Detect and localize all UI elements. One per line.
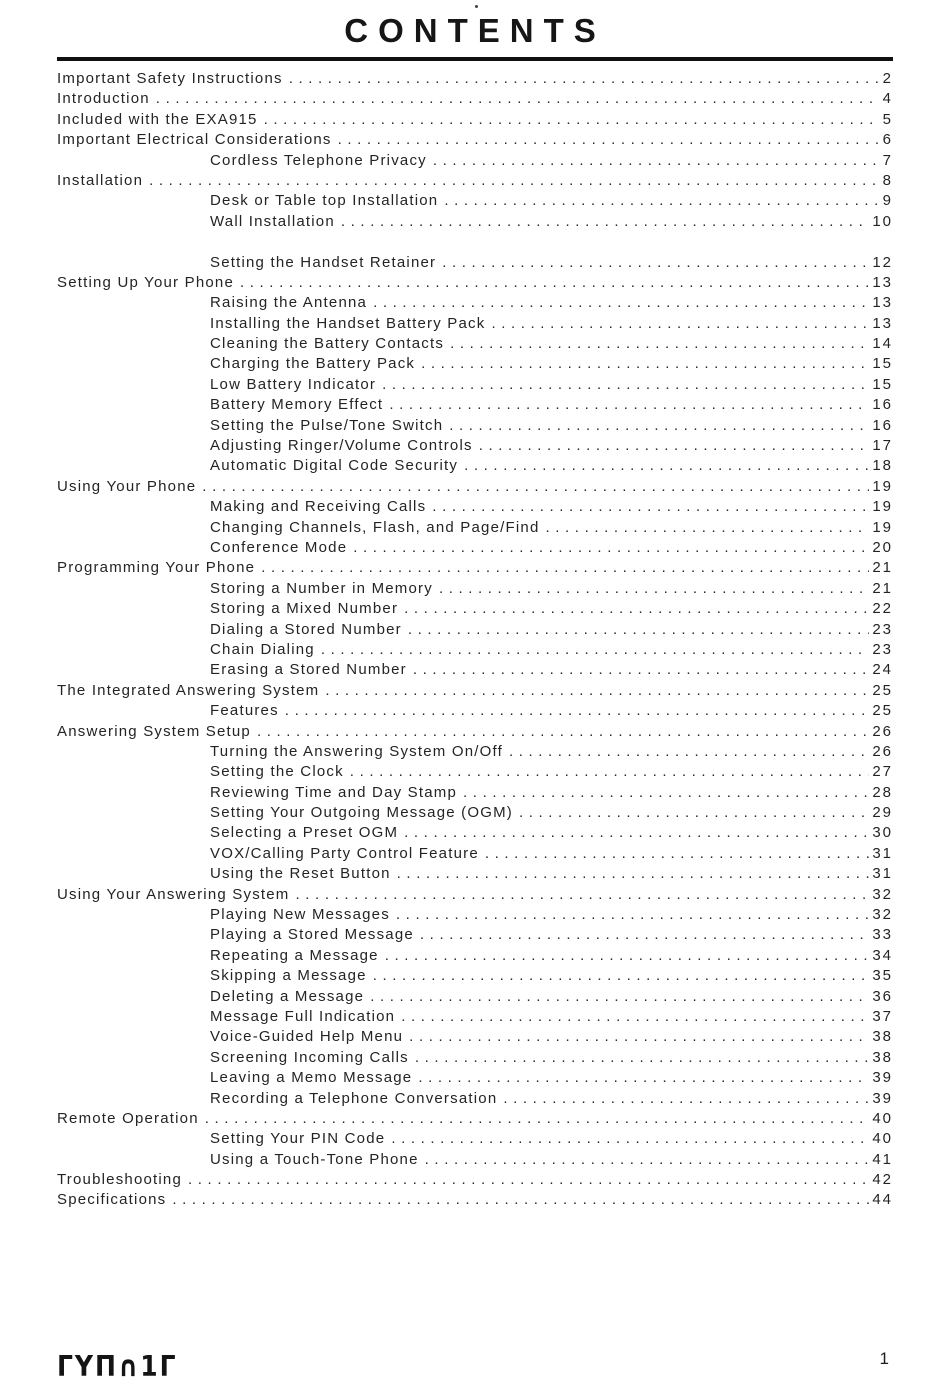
dot-leader <box>257 723 869 740</box>
toc-entry-page: 26 <box>872 722 893 740</box>
dot-leader <box>546 519 870 536</box>
toc-row <box>57 213 893 233</box>
toc-entry-page: 17 <box>872 437 893 455</box>
toc-entry-label: Setting the Clock <box>210 763 344 781</box>
toc-entry-label: Programming Your Phone <box>57 559 256 577</box>
toc-row <box>57 1130 893 1150</box>
toc-entry-label: Using the Reset Button <box>210 865 391 883</box>
toc-entry-label: The Integrated Answering System <box>57 681 320 699</box>
toc-entry-label: Reviewing Time and Day Stamp <box>210 783 458 801</box>
toc-entry-label: Voice-Guided Help Menu <box>210 1028 404 1046</box>
toc-row <box>57 437 893 457</box>
dot-leader <box>373 294 869 311</box>
dot-leader <box>188 1171 869 1188</box>
toc-row <box>57 926 893 946</box>
toc-row <box>57 539 893 559</box>
toc-entry-page: 33 <box>872 926 893 944</box>
dot-leader <box>396 906 869 923</box>
dot-leader <box>325 682 869 699</box>
toc-entry-label: Remote Operation <box>57 1109 199 1127</box>
toc-entry-label: Installing the Handset Battery Pack <box>210 314 486 332</box>
dot-leader <box>479 437 870 454</box>
toc-row <box>57 865 893 885</box>
toc-entry-page: 19 <box>872 518 893 536</box>
toc-entry-label: Leaving a Memo Message <box>210 1069 413 1087</box>
dot-leader <box>350 763 870 780</box>
dot-leader <box>464 457 869 474</box>
toc-entry-label: Using Your Answering System <box>57 885 290 903</box>
toc-row <box>57 1110 893 1130</box>
toc-entry-label: Message Full Indication <box>210 1007 396 1025</box>
toc-row <box>57 1008 893 1028</box>
toc-row <box>57 70 893 90</box>
dot-leader <box>385 947 870 964</box>
toc-entry-page: 35 <box>872 967 893 985</box>
toc-entry-page: 31 <box>872 865 893 883</box>
toc-entry-page: 8 <box>882 171 893 189</box>
dot-leader <box>450 335 869 352</box>
toc-entry-page: 41 <box>872 1150 893 1168</box>
toc-entry-page: 2 <box>882 70 893 87</box>
dot-leader <box>240 274 869 291</box>
toc-entry-label: Setting the Pulse/Tone Switch <box>210 416 444 434</box>
dot-leader <box>382 376 869 393</box>
toc-row <box>57 906 893 926</box>
dot-leader <box>421 355 869 372</box>
toc-row <box>57 498 893 518</box>
toc-row <box>57 457 893 477</box>
toc-entry-page: 12 <box>872 253 893 271</box>
toc-entry-label: Conference Mode <box>210 538 348 556</box>
toc-entry-page: 26 <box>872 742 893 760</box>
toc-entry-label: Erasing a Stored Number <box>210 661 407 679</box>
toc-entry-label: Battery Memory Effect <box>210 396 384 414</box>
toc-entry-label: VOX/Calling Party Control Feature <box>210 844 479 862</box>
dot-leader <box>373 967 870 984</box>
dot-leader <box>415 1049 869 1066</box>
toc-entry-label: Screening Incoming Calls <box>210 1048 409 1066</box>
toc-row <box>57 682 893 702</box>
toc-entry-page: 15 <box>872 355 893 373</box>
dot-leader <box>341 213 869 230</box>
toc-entry-label: Cordless Telephone Privacy <box>210 151 427 169</box>
toc-row <box>57 417 893 437</box>
dot-leader <box>509 743 869 760</box>
dot-leader <box>425 1151 870 1168</box>
page-footer <box>57 1349 893 1383</box>
toc-list <box>57 70 893 1212</box>
scan-artifact-dot <box>475 5 478 8</box>
toc-entry-label: Installation <box>57 171 144 189</box>
toc-entry-page: 14 <box>872 335 893 353</box>
toc-entry-page: 15 <box>872 375 893 393</box>
toc-row <box>57 723 893 743</box>
title-rule <box>57 57 893 61</box>
toc-row <box>57 600 893 620</box>
toc-row <box>57 763 893 783</box>
toc-row <box>57 294 893 314</box>
dot-leader <box>149 172 880 189</box>
toc-entry-label: Playing New Messages <box>210 906 390 924</box>
toc-entry-label: Specifications <box>57 1191 167 1209</box>
toc-entry-page: 16 <box>872 416 893 434</box>
toc-entry-label: Selecting a Preset OGM <box>210 824 399 842</box>
toc-entry-label: Raising the Antenna <box>210 294 368 312</box>
dot-leader <box>389 396 869 413</box>
toc-entry-label: Adjusting Ringer/Volume Controls <box>210 437 473 455</box>
toc-row <box>57 641 893 661</box>
toc-entry-page: 4 <box>882 90 893 108</box>
dot-leader <box>432 498 869 515</box>
toc-entry-label: Using a Touch-Tone Phone <box>210 1150 419 1168</box>
toc-entry-label: Automatic Digital Code Security <box>210 457 459 475</box>
toc-entry-label: Important Safety Instructions <box>57 70 283 87</box>
toc-entry-page: 31 <box>872 844 893 862</box>
dot-leader <box>353 539 869 556</box>
dot-leader <box>205 1110 870 1127</box>
toc-entry-page: 6 <box>882 131 893 149</box>
toc-row <box>57 315 893 335</box>
dot-leader <box>413 661 869 678</box>
toc-entry-page: 36 <box>872 987 893 1005</box>
toc-entry-label: Playing a Stored Message <box>210 926 414 944</box>
toc-row <box>57 988 893 1008</box>
toc-entry-label: Introduction <box>57 90 150 108</box>
toc-row <box>57 621 893 641</box>
toc-row <box>57 1049 893 1069</box>
dot-leader <box>418 1069 869 1086</box>
toc-row <box>57 152 893 172</box>
toc-entry-page: 32 <box>872 885 893 903</box>
toc-entry-label: Skipping a Message <box>210 967 367 985</box>
toc-row <box>57 824 893 844</box>
page-number: 1 <box>879 1349 889 1368</box>
toc-row <box>57 90 893 110</box>
dot-leader <box>420 926 869 943</box>
toc-entry-page: 40 <box>872 1130 893 1148</box>
toc-row <box>57 804 893 824</box>
toc-entry-label: Setting Your PIN Code <box>210 1130 386 1148</box>
toc-row <box>57 396 893 416</box>
toc-entry-page: 19 <box>872 498 893 516</box>
toc-entry-label: Changing Channels, Flash, and Page/Find <box>210 518 540 536</box>
toc-entry-label: Recording a Telephone Conversation <box>210 1089 498 1107</box>
toc-row <box>57 376 893 396</box>
toc-row <box>57 111 893 131</box>
dot-leader <box>296 886 870 903</box>
toc-row <box>57 1028 893 1048</box>
dot-leader <box>156 90 880 107</box>
dot-leader <box>444 192 879 209</box>
title-block <box>57 0 893 50</box>
toc-row <box>57 1191 893 1211</box>
toc-entry-label: Wall Installation <box>210 212 335 230</box>
toc-entry-label: Using Your Phone <box>57 477 197 495</box>
toc-entry-page: 44 <box>872 1191 893 1209</box>
toc-entry-label: Answering System Setup <box>57 722 251 740</box>
toc-entry-label: Troubleshooting <box>57 1171 183 1189</box>
toc-row <box>57 478 893 498</box>
toc-entry-page: 5 <box>882 110 893 128</box>
dot-leader <box>404 824 869 841</box>
toc-entry-label: Included with the EXA915 <box>57 110 258 128</box>
dot-leader <box>321 641 869 658</box>
toc-row <box>57 274 893 294</box>
toc-entry-page: 32 <box>872 906 893 924</box>
toc-entry-page: 34 <box>872 946 893 964</box>
dot-leader <box>519 804 869 821</box>
toc-entry-page: 39 <box>872 1089 893 1107</box>
toc-entry-page: 16 <box>872 396 893 414</box>
toc-entry-label: Features <box>210 702 279 720</box>
toc-entry-label: Turning the Answering System On/Off <box>210 742 503 760</box>
dot-leader <box>397 865 870 882</box>
toc-row <box>57 335 893 355</box>
toc-entry-page: 42 <box>872 1171 893 1189</box>
toc-entry-page: 19 <box>872 477 893 495</box>
toc-entry-page: 22 <box>872 600 893 618</box>
toc-row <box>57 519 893 539</box>
toc-row <box>57 1069 893 1089</box>
brand-logo: ΓΥΠ∩1Γ <box>57 1349 178 1383</box>
toc-row <box>57 254 893 274</box>
toc-entry-label: Chain Dialing <box>210 640 315 658</box>
toc-entry-page: 28 <box>872 783 893 801</box>
toc-entry-page: 25 <box>872 681 893 699</box>
toc-entry-page: 23 <box>872 620 893 638</box>
toc-row <box>57 1171 893 1191</box>
toc-entry-page: 29 <box>872 804 893 822</box>
toc-entry-label: Storing a Mixed Number <box>210 600 399 618</box>
toc-row <box>57 355 893 375</box>
toc-entry-page: 21 <box>872 559 893 577</box>
toc-entry-page: 38 <box>872 1048 893 1066</box>
dot-leader <box>409 1028 869 1045</box>
dot-leader <box>442 254 869 271</box>
toc-row <box>57 702 893 722</box>
dot-leader <box>401 1008 869 1025</box>
dot-leader <box>449 417 869 434</box>
toc-entry-page: 7 <box>882 151 893 169</box>
toc-entry-page: 13 <box>872 294 893 312</box>
toc-entry-label: Dialing a Stored Number <box>210 620 402 638</box>
toc-entry-label: Charging the Battery Pack <box>210 355 416 373</box>
toc-entry-label: Deleting a Message <box>210 987 365 1005</box>
toc-entry-page: 13 <box>872 314 893 332</box>
toc-entry-page: 39 <box>872 1069 893 1087</box>
dot-leader <box>338 131 880 148</box>
dot-leader <box>264 111 880 128</box>
toc-entry-page: 38 <box>872 1028 893 1046</box>
toc-entry-page: 27 <box>872 763 893 781</box>
dot-leader <box>370 988 869 1005</box>
toc-entry-page: 21 <box>872 579 893 597</box>
toc-entry-page: 40 <box>872 1109 893 1127</box>
toc-entry-page: 30 <box>872 824 893 842</box>
toc-entry-page: 20 <box>872 538 893 556</box>
toc-entry-label: Making and Receiving Calls <box>210 498 427 516</box>
dot-leader <box>289 70 880 87</box>
toc-entry-label: Low Battery Indicator <box>210 375 377 393</box>
toc-entry-page: 25 <box>872 702 893 720</box>
toc-entry-label: Storing a Number in Memory <box>210 579 433 597</box>
toc-entry-label: Desk or Table top Installation <box>210 192 439 210</box>
toc-row <box>57 947 893 967</box>
toc-entry-page: 13 <box>872 273 893 291</box>
toc-entry-label: Repeating a Message <box>210 946 379 964</box>
page-title: CONTENTS <box>344 12 606 49</box>
toc-row <box>57 886 893 906</box>
toc-entry-page: 9 <box>882 192 893 210</box>
toc-row <box>57 967 893 987</box>
dot-leader <box>439 580 869 597</box>
dot-leader <box>261 559 869 576</box>
toc-row <box>57 192 893 212</box>
toc-row <box>57 1090 893 1110</box>
toc-entry-page: 10 <box>872 212 893 230</box>
toc-row <box>57 1151 893 1171</box>
toc-row <box>57 172 893 192</box>
toc-entry-page: 18 <box>872 457 893 475</box>
dot-leader <box>463 784 869 801</box>
dot-leader <box>172 1191 869 1208</box>
dot-leader <box>503 1090 869 1107</box>
toc-row <box>57 131 893 151</box>
dot-leader <box>404 600 869 617</box>
dot-leader <box>391 1130 869 1147</box>
toc-row <box>57 661 893 681</box>
toc-entry-label: Cleaning the Battery Contacts <box>210 335 445 353</box>
toc-row <box>57 743 893 763</box>
toc-entry-page: 37 <box>872 1007 893 1025</box>
toc-row <box>57 845 893 865</box>
toc-entry-label: Important Electrical Considerations <box>57 131 332 149</box>
dot-leader <box>491 315 869 332</box>
dot-leader <box>202 478 869 495</box>
toc-row <box>57 784 893 804</box>
dot-leader <box>485 845 869 862</box>
dot-leader <box>433 152 880 169</box>
toc-entry-label: Setting Up Your Phone <box>57 273 234 291</box>
dot-leader <box>285 702 870 719</box>
toc-entry-page: 23 <box>872 640 893 658</box>
toc-entry-page: 24 <box>872 661 893 679</box>
toc-row <box>57 559 893 579</box>
dot-leader <box>408 621 869 638</box>
toc-entry-label: Setting Your Outgoing Message (OGM) <box>210 804 513 822</box>
toc-row <box>57 580 893 600</box>
toc-entry-label: Setting the Handset Retainer <box>210 253 437 271</box>
